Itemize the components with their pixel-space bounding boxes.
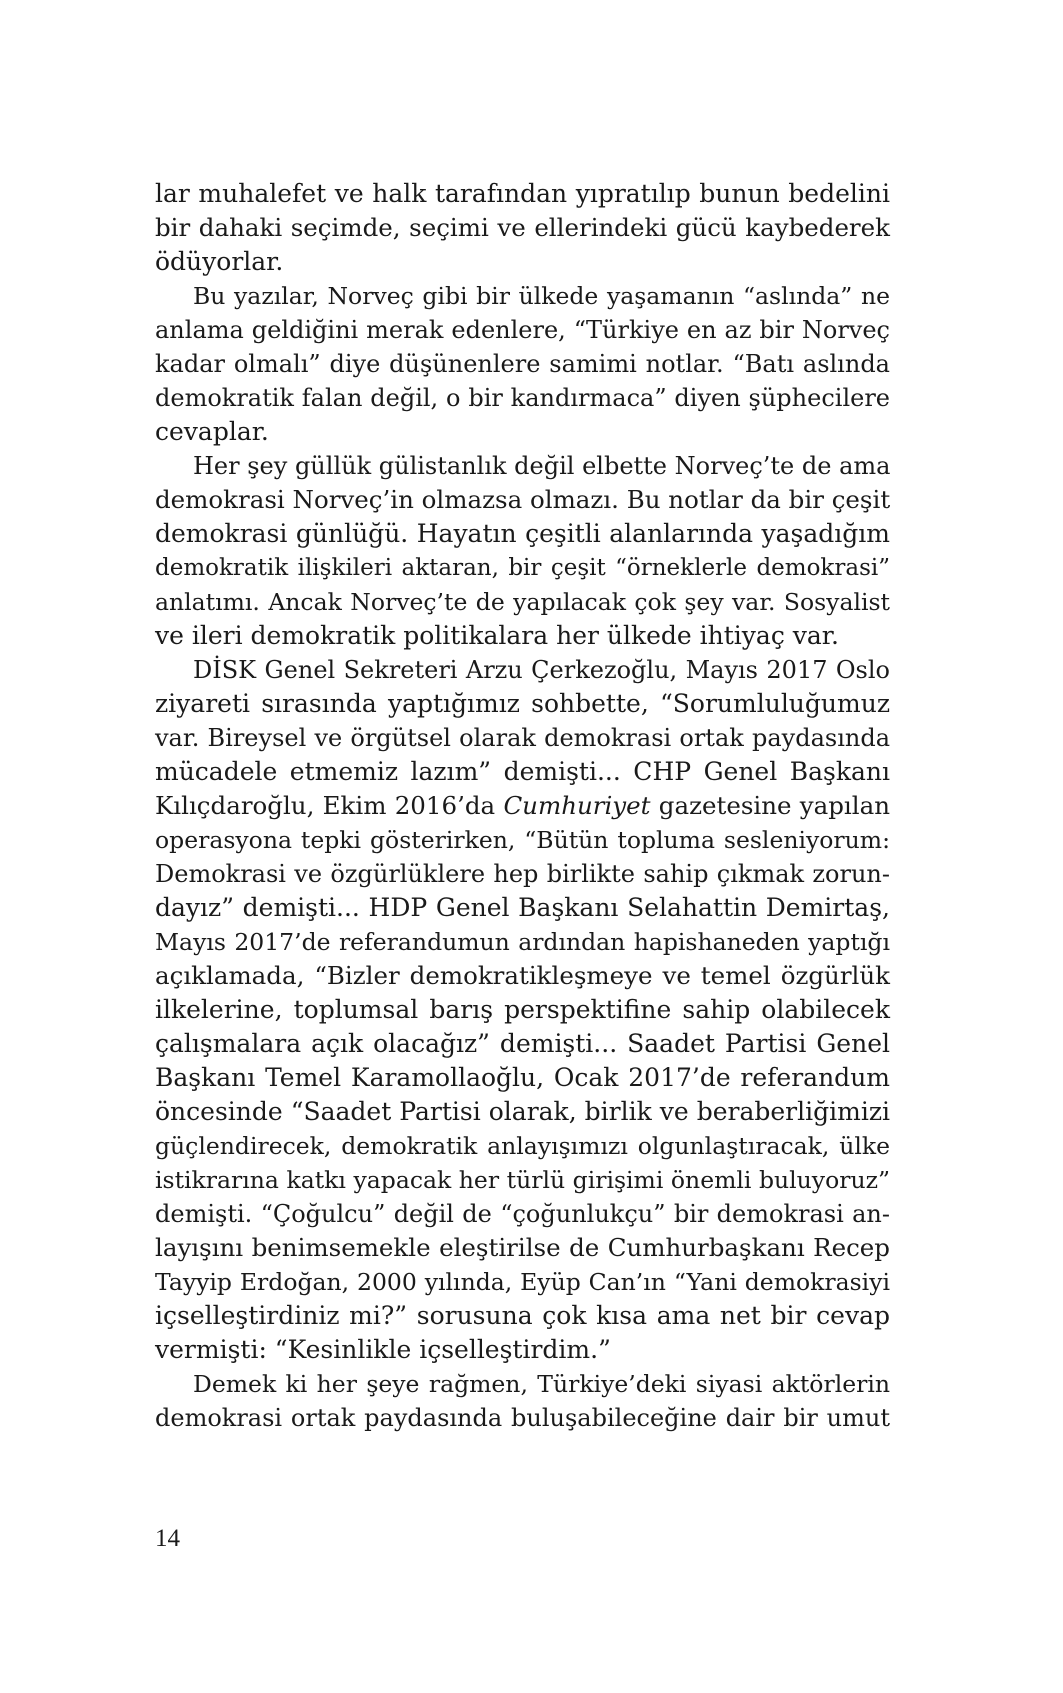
- newspaper-title: Cumhuriyet: [503, 791, 651, 820]
- text-line: demişti. “Çoğulcu” değil de “çoğunlukçu” bir demokrasi an-: [155, 1200, 890, 1228]
- text-line: ziyareti sırasında yaptığımız sohbette, “Sorumluluğumuz: [155, 689, 890, 718]
- page-number: 14: [155, 1525, 180, 1552]
- text-line: ve ileri demokratik politikalara her ülkede ihtiyaç var.: [155, 621, 839, 650]
- text-line: demokratik falan değil, o bir kandırmaca” diyen şüphecilere: [155, 384, 890, 412]
- text-line: [155, 789, 890, 823]
- text-line: anlatımı. Ancak Norveç’te de yapılacak çok şey var. Sosyalist: [155, 588, 890, 616]
- text-line: Her şey güllük gülistanlık değil elbette Norveç’te de ama: [193, 452, 891, 480]
- text-line: Demokrasi ve özgürlüklere hep birlikte sahip çıkmak zorun-: [155, 860, 890, 888]
- text-line: kadar olmalı” diye düşünenlere samimi notlar. “Batı aslında: [155, 350, 890, 378]
- text-line: güçlendirecek, demokratik anlayışımızı olgunlaştıracak, ülke: [155, 1132, 890, 1160]
- text-line: demokrasi Norveç’in olmazsa olmazı. Bu notlar da bir çeşit: [155, 485, 891, 514]
- text-line: bir dahaki seçimde, seçimi ve ellerindeki gücü kaybederek: [155, 213, 890, 242]
- text-line: öncesinde “Saadet Partisi olarak, birlik ve beraberliğimizi: [155, 1097, 890, 1126]
- text-line: demokratik ilişkileri aktaran, bir çeşit “örneklerle demokrasi”: [155, 555, 890, 581]
- text-line: çalışmalara açık olacağız” demişti... Saadet Partisi Genel: [155, 1029, 890, 1058]
- text-line: istikrarına katkı yapacak her türlü girişimi önemli buluyoruz”: [155, 1166, 890, 1194]
- text-line: ilkelerine, toplumsal barış perspektifine sahip olabilecek: [155, 995, 890, 1024]
- text-line: demokrasi ortak paydasında buluşabileceğine dair bir umut: [155, 1404, 890, 1432]
- text-line: dayız” demişti... HDP Genel Başkanı Selahattin Demirtaş,: [155, 893, 890, 922]
- text-line: ödüyorlar.: [155, 247, 284, 276]
- text-line: mücadele etmemiz lazım” demişti... CHP Genel Başkanı: [155, 757, 890, 786]
- text-line: Bu yazılar, Norveç gibi bir ülkede yaşamanın “aslında” ne: [193, 282, 890, 310]
- text-line: var. Bireysel ve örgütsel olarak demokrasi ortak paydasında: [155, 724, 890, 752]
- text-line: Demek ki her şeye rağmen, Türkiye’deki siyasi aktörlerin: [193, 1370, 890, 1398]
- text-line: Mayıs 2017’de referandumun ardından hapishaneden yaptığı: [155, 928, 890, 956]
- text-line: vermişti: “Kesinlikle içselleştirdim.”: [155, 1335, 611, 1364]
- text-line: içselleştirdiniz mi?” sorusuna çok kısa ama net bir cevap: [155, 1301, 890, 1330]
- text-line: açıklamada, “Bizler demokratikleşmeye ve temel özgürlük: [155, 961, 890, 990]
- text-line: DİSK Genel Sekreteri Arzu Çerkezoğlu, Mayıs 2017 Oslo: [193, 656, 890, 684]
- text-line: Başkanı Temel Karamollaoğlu, Ocak 2017’de referandum: [155, 1063, 890, 1092]
- text-segment: gazetesine yapılan: [658, 791, 890, 820]
- text-line: operasyona tepki gösterirken, “Bütün topluma sesleniyorum:: [155, 826, 890, 854]
- text-line: cevaplar.: [155, 417, 269, 446]
- text-line: lar muhalefet ve halk tarafından yıpratılıp bunun bedelini: [155, 179, 890, 208]
- text-line: anlama geldiğini merak edenlere, “Türkiye en az bir Norveç: [155, 316, 890, 344]
- text-line: layışını benimsemekle eleştirilse de Cumhurbaşkanı Recep: [155, 1233, 890, 1262]
- text-line: Tayyip Erdoğan, 2000 yılında, Eyüp Can’ın “Yani demokrasiyi: [155, 1268, 890, 1296]
- text-segment: Kılıçdaroğlu, Ekim 2016’da: [155, 791, 496, 820]
- text-line: demokrasi günlüğü. Hayatın çeşitli alanlarında yaşadığım: [155, 519, 890, 548]
